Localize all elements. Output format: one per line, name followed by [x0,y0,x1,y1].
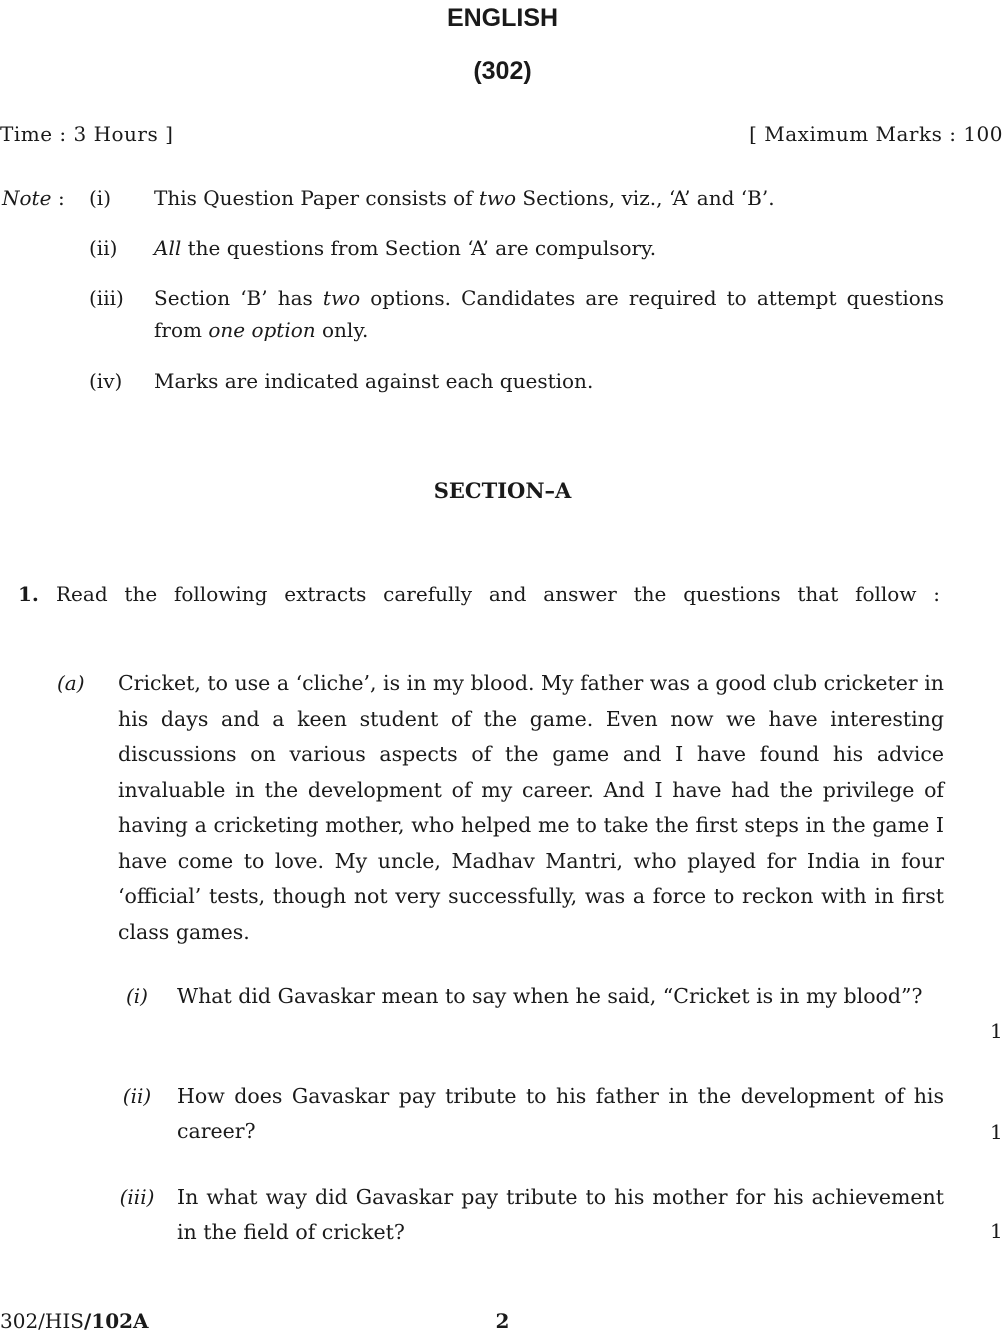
subquestion-number: (iii) [119,1185,155,1209]
note-text: This Question Paper consists of [154,186,479,210]
note-text: Sections, viz., ‘A’ and ‘B’. [516,186,775,210]
note-item-num: (iii) [89,286,124,310]
note-emphasis: All [154,236,182,260]
part-label: (a) [57,671,85,695]
time-allowed: Time : 3 Hours ] [0,122,174,146]
note-text: only. [315,318,369,342]
paper-code-suffix: /102A [83,1309,149,1333]
passage-extract: Cricket, to use a ‘cliche’, is in my blood. My father was a good club cricketer in his days and a keen student of the game. Even now we have interesting discussions on various aspects of the game and I have found his advice invaluable in the development of my career. And I have had the privilege of having a cricketing mother, who helped me to take the first steps in the game I have come to love. My uncle, Madhav Mantri, who played for India in four ‘official’ tests, though not very successfully, was a force to reckon with in first class games. [118,671,944,944]
note-text: Section ‘B’ has [154,286,323,310]
note-item-num: (ii) [89,236,118,260]
subquestion-text: How does Gavaskar pay tribute to his father in the development of his career? [177,1084,944,1143]
note-emphasis: two [478,186,517,210]
paper-code-prefix: 302/HIS [0,1309,84,1333]
marks-value: 1 [990,1019,1003,1043]
marks-value: 1 [990,1120,1003,1144]
subject-code: (302) [473,57,532,85]
note-item-num: (iv) [89,369,123,393]
question-number: 1. [18,582,39,606]
note-item-2 [154,232,944,264]
subquestion-number: (i) [125,984,148,1008]
note-item-3 [154,282,944,346]
note-text: the questions from Section ‘A’ are compulsory. [181,236,657,260]
section-heading: SECTION–A [433,478,572,503]
subject-title: ENGLISH [446,4,559,32]
marks-value: 1 [990,1219,1003,1243]
subquestion-text: In what way did Gavaskar pay tribute to his mother for his achievement in the field of cricket? [177,1185,944,1244]
maximum-marks: [ Maximum Marks : 100 [749,122,1003,146]
subquestion-text: What did Gavaskar mean to say when he said, “Cricket is in my blood”? [177,984,923,1008]
note-item-4: Marks are indicated against each question. [154,369,594,393]
note-label: Note [2,186,52,210]
question-text: Read the following extracts carefully and answer the questions that follow : [56,582,940,606]
page-number: 2 [495,1309,510,1333]
subquestion-number: (ii) [122,1084,152,1108]
note-emphasis: one option [208,318,316,342]
note-text: options. Candidates are required to attempt questions from [154,286,944,342]
note-emphasis: two [322,286,361,310]
note-item-num: (i) [89,186,112,210]
note-item-1 [154,182,944,214]
note-colon: : [58,186,65,210]
